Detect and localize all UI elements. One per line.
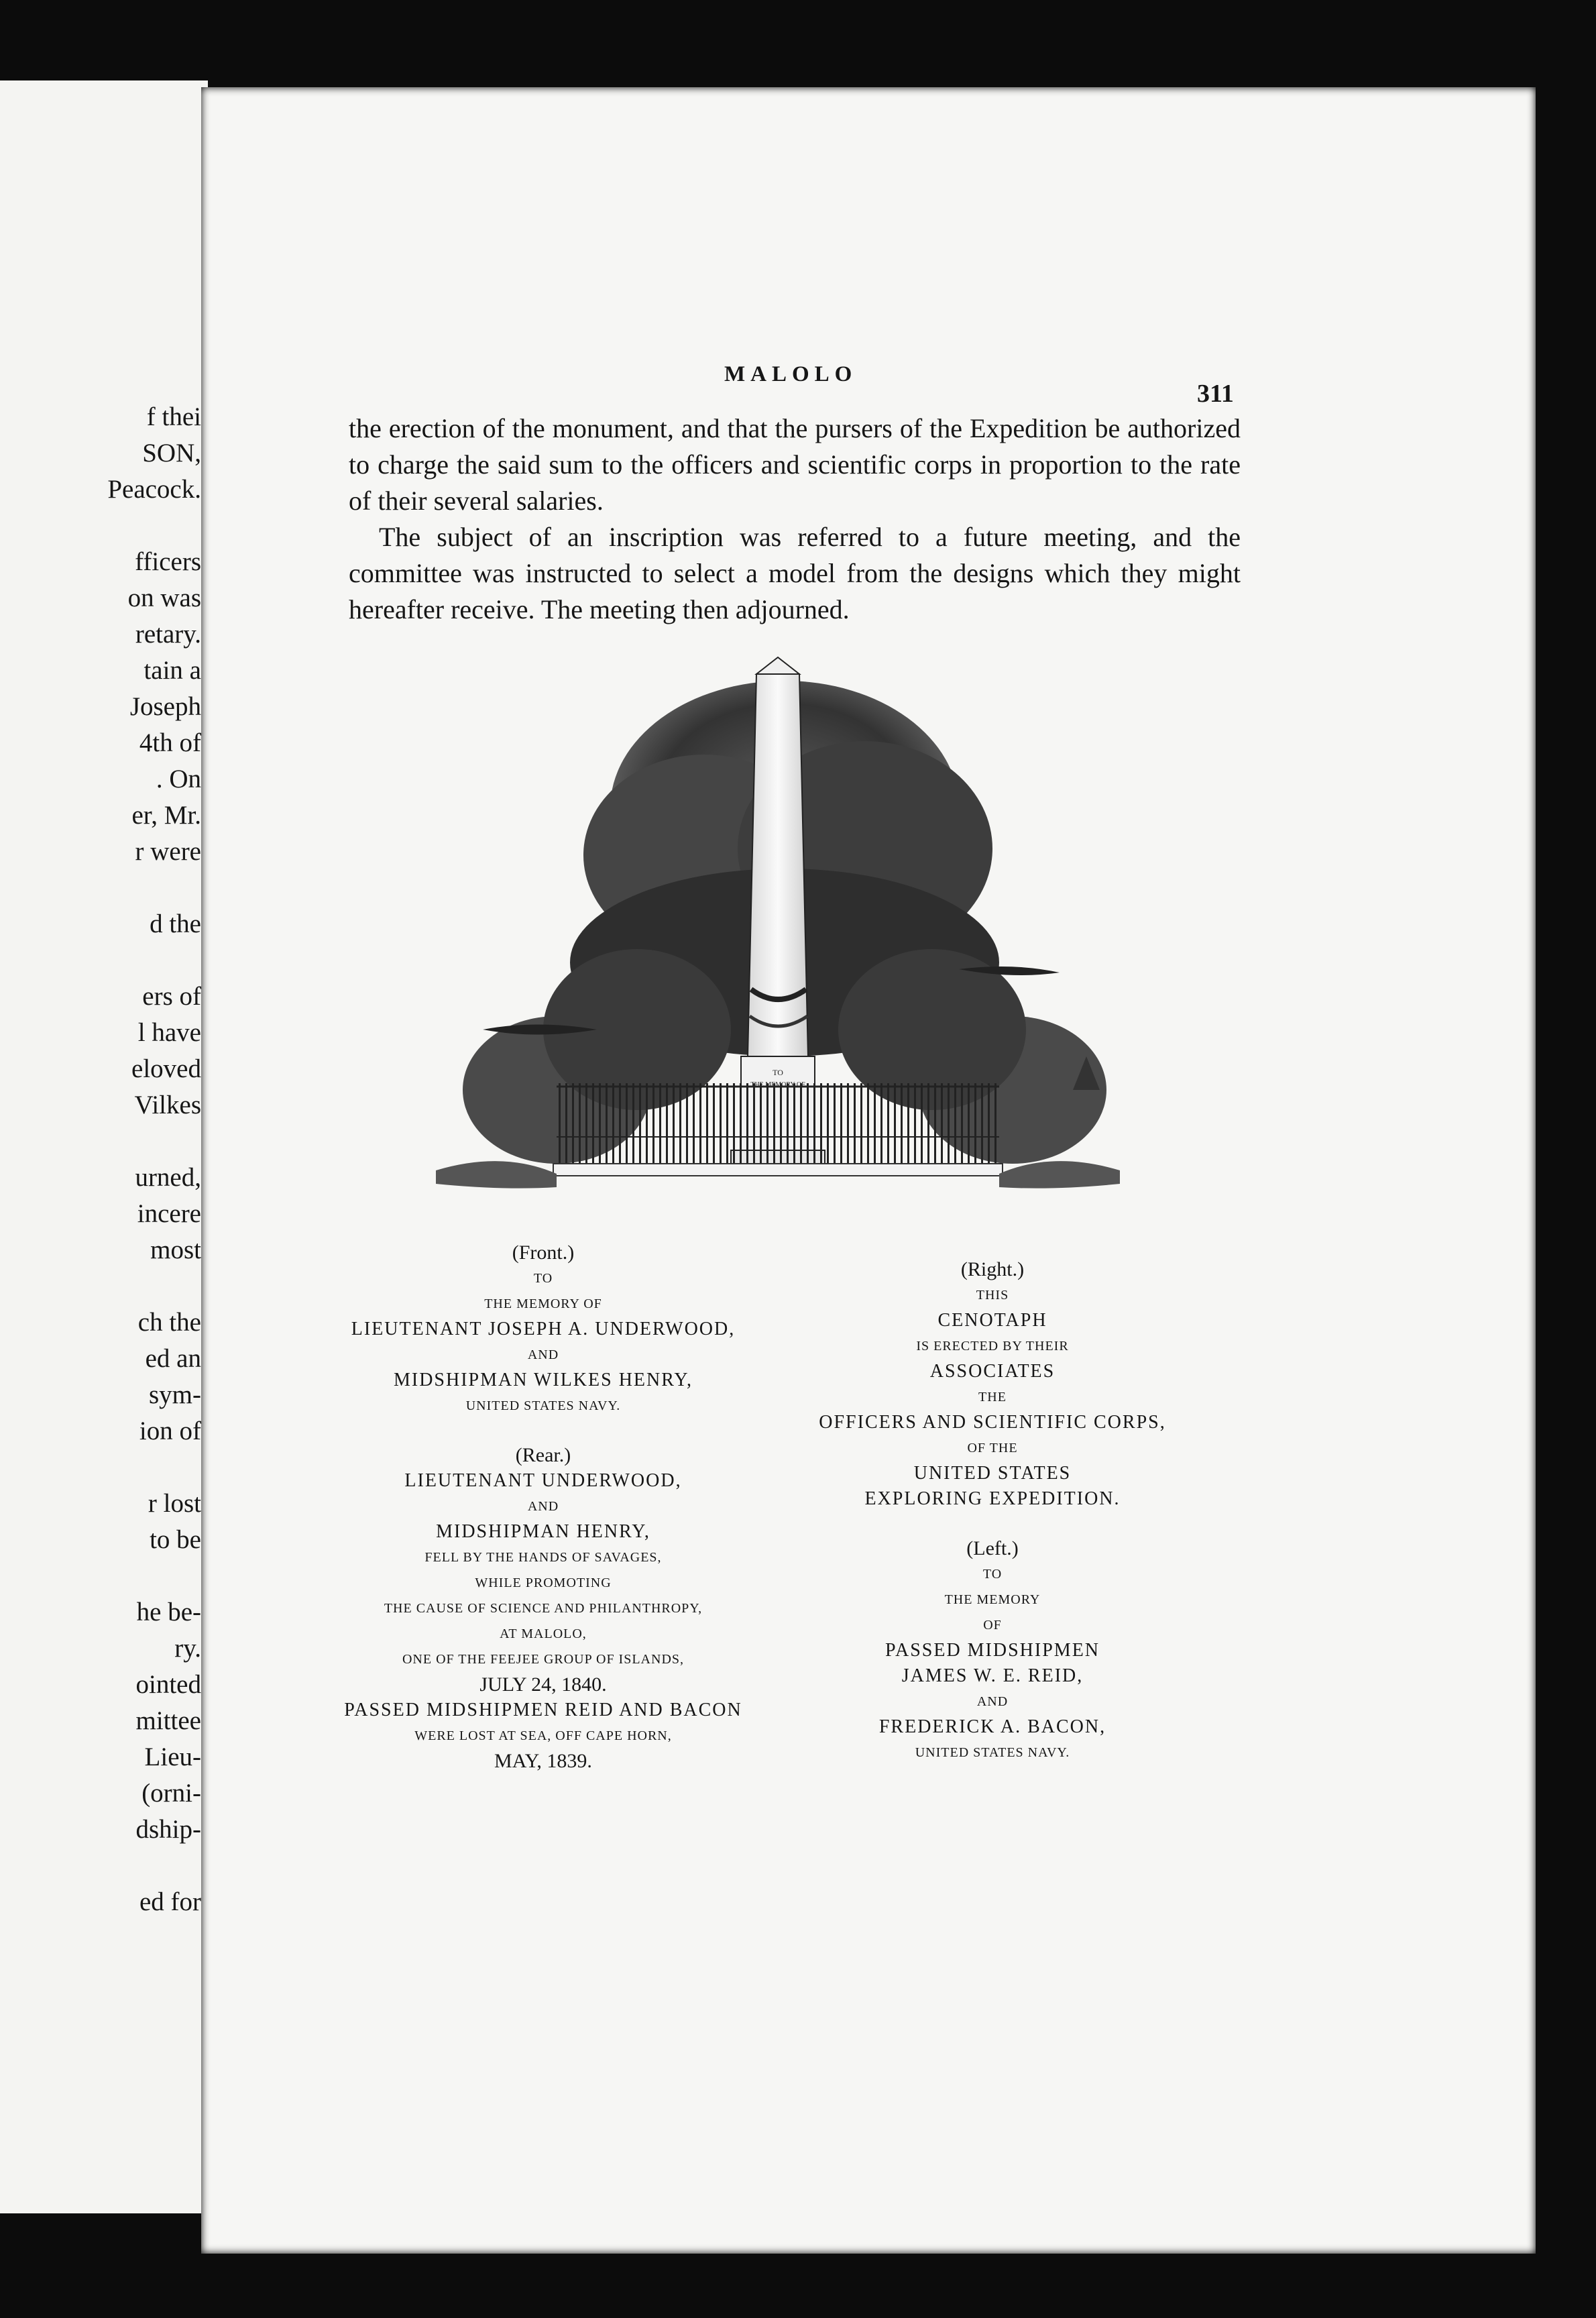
facing-page-line: mittee bbox=[135, 1706, 201, 1735]
inscription-right-left bbox=[778, 1254, 1207, 1768]
facing-page-line: he be- bbox=[136, 1598, 201, 1626]
inscription-line: MAY, 1839. bbox=[494, 1750, 592, 1772]
facing-page-line: (orni- bbox=[141, 1779, 201, 1808]
facing-page-line: Joseph bbox=[129, 692, 201, 721]
facing-page-line: dship- bbox=[135, 1815, 201, 1844]
facing-page-line bbox=[0, 942, 201, 979]
inscription-heading: (Left.) bbox=[966, 1537, 1019, 1559]
facing-page-line bbox=[0, 1268, 201, 1305]
facing-page-line: Lieu- bbox=[144, 1743, 201, 1771]
inscription-front-rear bbox=[315, 1237, 771, 1777]
inscription-line: THE MEMORY OF bbox=[484, 1296, 602, 1311]
iron-fence bbox=[557, 1083, 999, 1164]
facing-page-line bbox=[0, 508, 201, 544]
inscription-line: ASSOCIATES bbox=[929, 1361, 1056, 1382]
facing-page-line: ed for bbox=[139, 1887, 201, 1916]
facing-page-line bbox=[0, 1558, 201, 1594]
facing-page-line: l have bbox=[137, 1018, 201, 1047]
inscription-heading: (Rear.) bbox=[515, 1444, 571, 1466]
facing-page-line: incere bbox=[137, 1199, 201, 1228]
inscription-line: ONE OF THE FEEJEE GROUP OF ISLANDS, bbox=[402, 1652, 685, 1667]
running-head: MALOLO bbox=[724, 362, 858, 386]
page-number: 311 bbox=[1197, 380, 1234, 408]
facing-page-line: to be bbox=[150, 1525, 201, 1554]
facing-page-line: Vilkes bbox=[134, 1091, 201, 1119]
inscription-line: PASSED MIDSHIPMEN REID AND BACON bbox=[344, 1700, 742, 1720]
facing-page-line: on was bbox=[127, 584, 201, 612]
ground bbox=[436, 1161, 1120, 1189]
facing-page-line bbox=[0, 1848, 201, 1884]
facing-page-line: 4th of bbox=[139, 728, 201, 757]
facing-page-line: ed an bbox=[145, 1344, 201, 1373]
inscription-line: TO bbox=[982, 1567, 1003, 1582]
facing-page-line: ch the bbox=[137, 1308, 201, 1337]
facing-page-line bbox=[0, 870, 201, 906]
facing-page-line: SON, bbox=[142, 439, 201, 467]
facing-page-text bbox=[0, 399, 201, 1920]
facing-page-line: fficers bbox=[135, 547, 201, 576]
inscription-line: CENOTAPH bbox=[937, 1310, 1047, 1331]
plaque-line: TO bbox=[773, 1068, 783, 1077]
inscription-line: OF THE bbox=[967, 1441, 1018, 1455]
inscription-line: JAMES W. E. REID, bbox=[901, 1665, 1084, 1686]
facing-page-line bbox=[0, 1123, 201, 1160]
facing-page-line: ointed bbox=[135, 1670, 201, 1699]
inscription-line: AND bbox=[527, 1347, 559, 1362]
inscription-line: MIDSHIPMAN WILKES HENRY, bbox=[393, 1370, 693, 1390]
facing-page-line: Peacock. bbox=[107, 475, 201, 504]
inscription-line: UNITED STATES bbox=[913, 1463, 1072, 1484]
inscription-line: THIS bbox=[976, 1288, 1009, 1303]
facing-page-line: d the bbox=[150, 909, 201, 938]
inscription-line: EXPLORING EXPEDITION. bbox=[864, 1488, 1121, 1509]
facing-page-line: urned, bbox=[135, 1163, 201, 1192]
facing-page-line: . On bbox=[156, 765, 201, 793]
facing-page-line: tain a bbox=[144, 656, 201, 685]
paragraph: the erection of the monument, and that the pursers of the Expedition be authorized to charge the said sum to the officers and scientific corps in proportion to the rate of their several salaries. bbox=[349, 413, 1241, 516]
facing-page-line: ers of bbox=[142, 982, 201, 1011]
body-text bbox=[349, 410, 1241, 628]
inscription-line: JULY 24, 1840. bbox=[479, 1673, 607, 1696]
facing-page-line: ion of bbox=[139, 1417, 201, 1445]
facing-page-line: most bbox=[150, 1235, 201, 1264]
inscription-line: THE bbox=[978, 1390, 1007, 1404]
inscription-line: THE CAUSE OF SCIENCE AND PHILANTHROPY, bbox=[384, 1601, 703, 1616]
facing-page-line: r were bbox=[135, 837, 201, 866]
monument-engraving bbox=[436, 654, 1120, 1224]
inscription-line: AND bbox=[976, 1694, 1009, 1709]
facing-page-line: ry. bbox=[174, 1634, 201, 1663]
facing-page-line: r lost bbox=[148, 1489, 201, 1518]
inscription-line: WHILE PROMOTING bbox=[475, 1576, 612, 1590]
inscription-line: IS ERECTED BY THEIR bbox=[916, 1339, 1069, 1354]
inscription-heading: (Front.) bbox=[512, 1241, 575, 1264]
inscription-line: LIEUTENANT JOSEPH A. UNDERWOOD, bbox=[351, 1319, 736, 1339]
facing-page-line: er, Mr. bbox=[131, 801, 201, 830]
facing-page-line bbox=[0, 1449, 201, 1486]
inscription-line: WERE LOST AT SEA, OFF CAPE HORN, bbox=[414, 1728, 672, 1743]
inscription-line: OFFICERS AND SCIENTIFIC CORPS, bbox=[819, 1412, 1166, 1433]
inscription-line: AND bbox=[527, 1499, 559, 1514]
inscription-line: FREDERICK A. BACON, bbox=[878, 1716, 1106, 1737]
inscription-line: UNITED STATES NAVY. bbox=[465, 1398, 621, 1413]
inscription-line: MIDSHIPMAN HENRY, bbox=[436, 1521, 650, 1542]
inscription-line: THE MEMORY bbox=[944, 1592, 1041, 1607]
facing-page-line: f thei bbox=[146, 402, 201, 431]
facing-page bbox=[0, 80, 208, 2213]
facing-page-line: sym- bbox=[149, 1380, 201, 1409]
inscription-line: AT MALOLO, bbox=[500, 1626, 587, 1641]
facing-page-line: retary. bbox=[135, 620, 201, 649]
inscription-line: PASSED MIDSHIPMEN bbox=[885, 1640, 1100, 1661]
inscription-line: OF bbox=[983, 1618, 1002, 1633]
inscription-heading: (Right.) bbox=[960, 1258, 1025, 1280]
inscription-line: UNITED STATES NAVY. bbox=[915, 1745, 1070, 1760]
inscription-line: LIEUTENANT UNDERWOOD, bbox=[404, 1470, 682, 1491]
inscription-line: FELL BY THE HANDS OF SAVAGES, bbox=[424, 1550, 662, 1565]
paragraph: The subject of an inscription was referred to a future meeting, and the committee was instructed to select a model from the designs which they might hereafter receive. The meeting then adjourned. bbox=[349, 522, 1241, 624]
inscription-line: TO bbox=[533, 1271, 553, 1286]
facing-page-line: eloved bbox=[131, 1054, 201, 1083]
